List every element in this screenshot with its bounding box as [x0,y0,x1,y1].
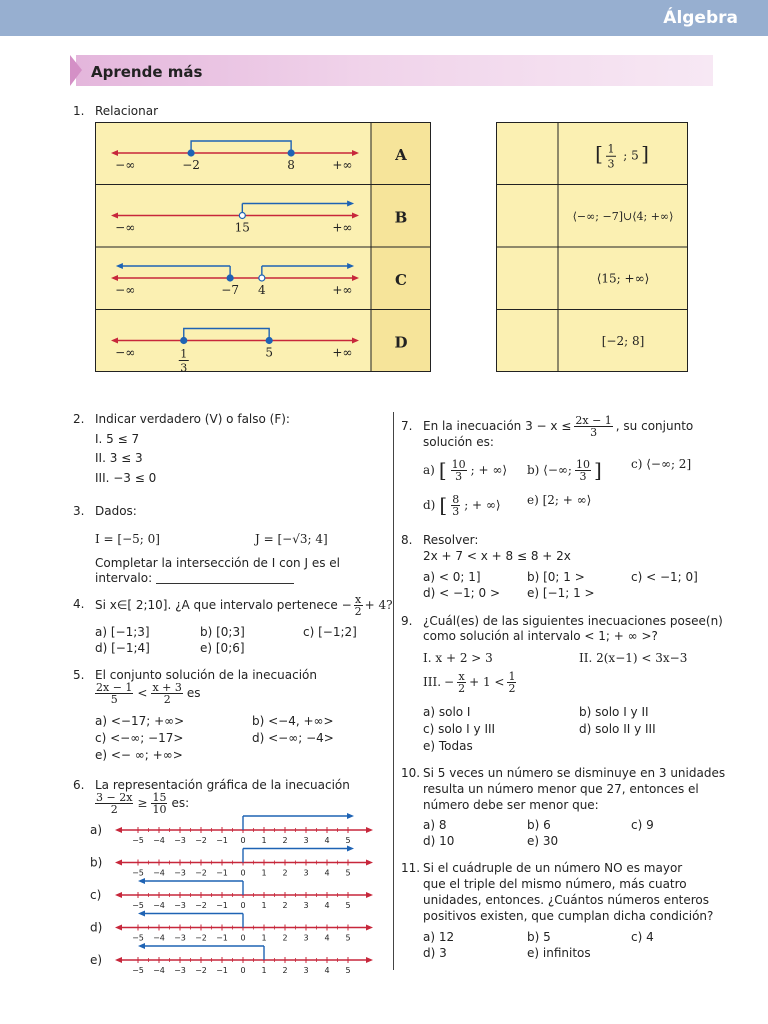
p5-option-a: a) <−17; +∞> [95,714,185,728]
p4-option-b: b) [0;3] [200,625,245,639]
tick-label: −5 [132,901,144,910]
p10-option-a: a) 8 [423,818,447,832]
tick-label: −2 [195,901,207,910]
p11-option-e: e) infinitos [527,946,591,960]
tick-label: 5 [345,901,351,910]
p7-option-a-fraction: $\frac{10}{3}$ [451,457,466,483]
p6-number-lines [90,808,380,978]
interval-arrow-right-icon [347,813,354,819]
p5-option-d: d) <−∞; −4> [252,731,334,745]
tick-label: 5 [345,933,351,943]
p4-fraction: $\frac{x}{2}$ [354,592,362,618]
tick-label: 4 [258,283,266,297]
fraction-denominator: 3 [180,361,188,372]
p11-line: que el triple del mismo número, más cuatro [423,877,687,891]
p8-option-b: b) [0; 1 > [527,570,585,584]
p5-option-b: b) <−4, +∞> [252,714,334,728]
p9-ineq-iii-fraction-half: $\frac{1}{2}$ [508,669,516,695]
p7-option-a: a) [ $\frac{10}{3}$ ; + ∞⟩ [423,457,508,483]
tick-label: −4 [153,868,165,878]
tick-label: 5 [345,966,351,975]
tick-label: 8 [287,158,295,172]
p9-option-c: c) solo I y III [423,722,496,736]
row-letter: D [394,333,408,352]
tick-label: 1 [261,966,267,975]
p9-ineq-ii: II. 2(x−1) < 3x−3 [579,651,688,665]
tick-label: 5 [265,345,273,360]
p7-option-d-fraction: $\frac{8}{3}$ [452,492,460,518]
p9-line1: ¿Cuál(es) de las siguientes inecuaciones posee(n) [423,614,723,628]
answer-bracket: ] [641,141,649,166]
p7-option-d-label: d) [423,497,436,512]
p8-option-c: c) < −1; 0] [631,570,698,584]
p10-line: Si 5 veces un número se disminuye en 3 unidades [423,766,726,780]
p9-option-d: d) solo II y III [579,722,656,736]
tick-label: −2 [195,966,207,975]
p4-tail: + 4? [364,597,393,612]
tick-label: −2 [195,836,207,845]
tick-label: 0 [240,901,246,910]
row-letter: B [394,208,408,227]
p5-number: 5. [73,668,85,682]
tick-label: 0 [240,933,246,943]
p7-option-b-fraction: $\frac{10}{3}$ [575,457,590,483]
p1-right-table [496,122,688,372]
closed-endpoint [181,338,187,344]
p3-line2-text: intervalo: [95,571,153,585]
p2-item: III. −3 ≤ 0 [95,471,157,485]
axis-arrow-left-icon [115,827,122,833]
p10-option-b: b) 6 [527,818,551,832]
tick-label: −1 [216,933,228,943]
p4-option-c: c) [−1;2] [303,625,357,639]
tick-label: −1 [216,966,228,975]
p9-option-e: e) Todas [423,739,473,753]
tick-label: 2 [282,966,288,975]
p5-tail: es [186,686,201,700]
axis-arrow-right-icon [366,827,373,833]
p9-ineq-iii-fraction-x: $\frac{x}{2}$ [458,669,466,695]
tick-label: 5 [345,868,351,878]
tick-label: +∞ [332,158,353,172]
tick-label: −4 [153,933,165,943]
row-letter: A [395,146,407,164]
tick-label: 1 [261,933,267,943]
p2-text: Indicar verdadero (V) o falso (F): [95,412,290,426]
p3-set-j: J = [−√3; 4] [255,532,328,546]
tick-label: +∞ [332,345,353,360]
tick-label: −1 [216,901,228,910]
p7-number: 7. [401,419,413,433]
answer-value: ⟨15; +∞⟩ [596,271,650,286]
row-letter: C [395,271,407,289]
p5-fraction-left: $\frac{2x - 1}{5}$ [96,681,133,706]
tick-label: 4 [324,836,330,845]
axis-arrow-left-icon [115,925,122,931]
p7-option-b [527,455,602,485]
p4-option-d: d) [−1;4] [95,641,150,655]
axis-arrow-left-icon [115,957,122,963]
p7-option-d: d) [ $\frac{8}{3}$ ; + ∞⟩ [423,492,501,518]
p3-line2 [95,571,294,586]
p7-line1-text: En la inecuación 3 − x ≤ [423,418,572,433]
axis-arrow-right-icon [366,892,373,898]
p7-option-a-label: a) [423,462,435,477]
tick-label: 3 [303,933,309,943]
p9-ineq-i: I. x + 2 > 3 [423,651,493,665]
p1-left-table [95,122,431,372]
p9-ineq-iii-tail: + 1 < [469,674,505,689]
tick-label: +∞ [332,220,353,235]
tick-label: −4 [153,836,165,845]
p9-ineq-iii: III. − $\frac{x}{2}$ + 1 < $\frac{1}{2}$ [423,669,516,695]
closed-endpoint [288,150,294,156]
interval-arrow-left-icon [138,911,145,917]
tick-label: 4 [324,966,330,975]
p7-option-d-tail: ; + ∞⟩ [464,497,501,512]
closed-endpoint [266,338,272,344]
p7-option-a-tail: ; + ∞⟩ [470,462,508,477]
section-title: Aprende más [91,63,203,81]
p3-text: Dados: [95,504,137,518]
tick-label: 15 [234,220,250,235]
tick-label: −7 [221,283,239,297]
banner-arrow-icon [70,55,82,86]
p5-inequality [95,682,201,705]
p7-option-b-tail: ] [593,457,602,482]
tick-label: 5 [345,836,351,845]
p4-number: 4. [73,597,85,611]
p6-tail: es: [171,796,190,810]
tick-label: 1 [261,868,267,878]
tick-label: −1 [216,868,228,878]
option-letter: c) [90,888,102,902]
p9-option-a: a) solo I [423,705,471,719]
p10-number: 10. [401,766,421,780]
p7-option-b-label: b) ⟨−∞; [527,462,572,477]
open-endpoint [239,213,245,219]
p9-number: 9. [401,614,413,628]
p9-option-b: b) solo I y II [579,705,649,719]
p3-number: 3. [73,504,85,518]
p5-option-c: c) <−∞; −17> [95,731,184,745]
axis-arrow-left-icon [115,860,122,866]
p4-option-e: e) [0;6] [200,641,245,655]
tick-label: 1 [261,901,267,910]
p8-number: 8. [401,533,413,547]
open-endpoint [259,275,265,281]
tick-label: −4 [153,901,165,910]
tick-label: −∞ [115,345,136,360]
p11-line: unidades, entonces. ¿Cuántos números enteros [423,893,710,907]
p7-option-c: c) ⟨−∞; 2] [631,457,692,471]
tick-label: −5 [132,836,144,845]
answer-value: [−2; 8] [601,333,645,348]
tick-label: −5 [132,966,144,975]
p5-operator: < [137,686,148,700]
p11-option-a: a) 12 [423,930,455,944]
p9-line2: como solución al intervalo < 1; + ∞ >? [423,629,658,643]
tick-label: 2 [282,933,288,943]
fraction-numerator: 1 [180,347,188,361]
p7-line1-tail: , su conjunto [615,418,694,433]
p5-option-e: e) <− ∞; +∞> [95,748,183,762]
tick-label: −3 [174,836,186,845]
p6-number: 6. [73,778,85,792]
p8-option-e: e) [−1; 1 > [527,586,595,600]
option-letter: d) [90,920,103,935]
tick-label: −∞ [115,158,136,172]
interval-arrow-right-icon [347,846,354,852]
top-bar [0,0,768,36]
p3-answer-blank[interactable] [156,572,294,584]
tick-label: +∞ [332,283,353,297]
option-letter: a) [90,823,103,837]
axis-arrow-right-icon [366,860,373,866]
p4-text: Si x∈[ 2;10]. ¿A que intervalo pertenece − [95,597,352,612]
p9-ineq-iii-label: III. [423,674,442,689]
p7-option-e: e) [2; + ∞⟩ [527,493,592,507]
axis-arrow-right-icon [366,925,373,931]
fraction-denominator: 3 [607,157,615,171]
tick-label: −3 [174,933,186,943]
tick-label: −∞ [115,283,136,297]
tick-label: −1 [216,836,228,845]
p2-item: II. 3 ≤ 3 [95,451,143,465]
tick-label: 2 [282,868,288,878]
p7-line2: solución es: [423,435,494,449]
tick-label: 4 [324,933,330,943]
p1-text: Relacionar [95,104,159,118]
p5-fraction-right: $\frac{x + 3}{2}$ [152,681,182,706]
p2-item: I. 5 ≤ 7 [95,432,140,446]
tick-label: 3 [303,868,309,878]
p11-line: Si el cuádruple de un número NO es mayor [423,861,683,875]
p8-option-d: d) < −1; 0 > [423,586,501,600]
tick-label: −∞ [115,220,136,235]
answer-value: ; 5 [623,148,639,163]
p8-expression: 2x + 7 < x + 8 ≤ 8 + 2x [423,549,571,563]
tick-label: 0 [240,868,246,878]
tick-label: −2 [195,868,207,878]
p3-line1: Completar la intersección de I con J es el [95,556,340,570]
tick-label: 3 [303,966,309,975]
p8-option-a: a) < 0; 1] [423,570,481,584]
column-divider [393,412,394,970]
p3-set-i: I = [−5; 0] [95,532,160,546]
answer-value: ⟨−∞; −7]∪⟨4; +∞⟩ [572,209,674,223]
interval-arrow-left-icon [138,878,145,884]
tick-label: −3 [174,868,186,878]
p11-line: positivos existen, que cumplan dicha condición? [423,909,714,923]
p10-option-c: c) 9 [631,818,654,832]
p2-number: 2. [73,412,85,426]
fraction-numerator: 1 [607,142,615,156]
closed-endpoint [227,275,233,281]
p11-number: 11. [401,861,421,875]
p1-number: 1. [73,104,85,118]
option-letter: e) [90,953,103,967]
tick-label: 4 [324,868,330,878]
p8-text: Resolver: [423,533,479,547]
tick-label: −4 [153,966,165,975]
p6-fraction-left: $\frac{3 - 2x}{2}$ [96,791,133,816]
tick-label: −3 [174,901,186,910]
axis-arrow-right-icon [366,957,373,963]
p10-line: resulta un número menor que 27, entonces el [423,782,699,796]
tick-label: 2 [282,836,288,845]
tick-label: 1 [261,836,267,845]
tick-label: 2 [282,901,288,910]
tick-label: 3 [303,901,309,910]
tick-label: −2 [195,933,207,943]
subject-title: Álgebra [663,8,738,28]
option-letter: b) [90,855,103,870]
tick-label: 4 [324,901,330,910]
tick-label: −2 [182,158,200,172]
tick-label: −3 [174,966,186,975]
tick-label: 0 [240,836,246,845]
tick-label: −5 [132,933,144,943]
p4-option-a: a) [−1;3] [95,625,150,639]
interval-arrow-left-icon [138,943,145,949]
tick-label: 0 [240,966,246,975]
p10-option-d: d) 10 [423,834,455,848]
p11-option-d: d) 3 [423,946,447,960]
tick-label: 3 [303,836,309,845]
closed-endpoint [188,150,194,156]
p7-fraction: $\frac{2x - 1}{3}$ [575,413,612,439]
p4-question [95,591,393,619]
p6-text: La representación gráfica de la inecuación [95,778,350,792]
p10-option-e: e) 30 [527,834,559,848]
axis-arrow-left-icon [115,892,122,898]
tick-label: −5 [132,868,144,878]
p11-option-c: c) 4 [631,930,654,944]
p5-text: El conjunto solución de la inecuación [95,668,317,682]
p11-option-b: b) 5 [527,930,551,944]
p10-line: número debe ser menor que: [423,798,599,812]
p6-fraction-right: $\frac{15}{10}$ [152,791,167,816]
p6-operator: ≥ [137,796,148,810]
answer-bracket: [ [595,141,603,166]
